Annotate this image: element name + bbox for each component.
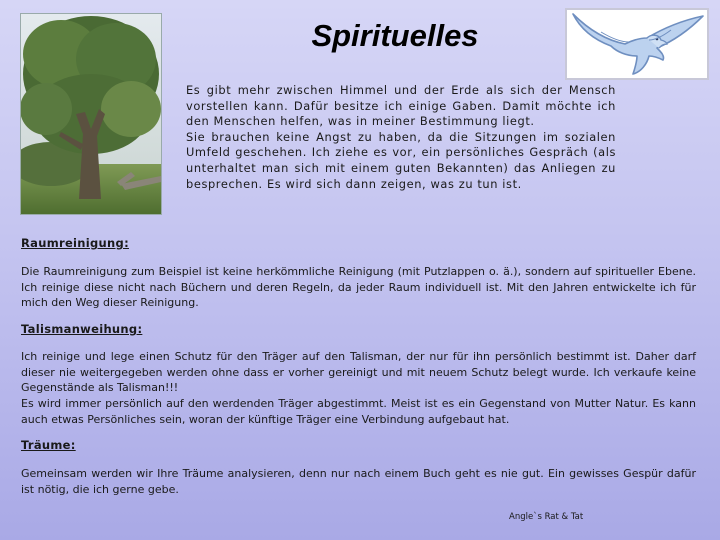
dove-logo <box>565 8 709 80</box>
text-traeume: Gemeinsam werden wir Ihre Träume analysieren, denn nur nach einem Buch geht es nie gut. Ein gewisses Gespür dafür ist nötig, die ich gerne gebe. <box>21 467 696 496</box>
text-raumreinigung: Die Raumreinigung zum Beispiel ist keine herkömmliche Reinigung (mit Putzlappen o. ä.), sondern auf spiritueller Ebene. Ich reinige diese nicht nach Büchern und deren Regeln, da jeder Raum individuell ist. Mit den Jahren entwickelte ich für mich den Weg dieser Reinigung. <box>21 265 696 310</box>
intro-text: Es gibt mehr zwischen Himmel und der Erde als sich der Mensch vorstellen kann. Dafür besitze ich einige Gaben. Damit möchte ich den Menschen helfen, was in meiner Bestimmung liegt. Sie brauchen keine Angst zu haben, da die Sitzungen im sozialen Umfeld geschehen. Ich ziehe es vor, ein persönliches Gespräch (als unterhaltet man sich mit einem guten Bekannten) das Anliegen zu besprechen. Es wird sich dann zeigen, was zu tun ist. <box>186 83 616 191</box>
heading-talismanweihung: Talismanweihung: <box>21 322 143 336</box>
text-talismanweihung: Ich reinige und lege einen Schutz für den Träger auf den Talisman, der nur für ihn persönlich bestimmt ist. Daher darf dieser nie weitergegeben werden ohne dass er vorher gereinigt und mit neuem Schutz belegt wurde. Ich verkaufe keine Gegenstände als Talisman!!! Es wird immer persönlich auf den werdenden Träger abgestimmt. Meist ist es ein Gegenstand von Mutter Natur. Es kann auch etwas Persönliches sein, woran der künftige Träger eine Verbindung aufgebaut hat. <box>21 350 696 426</box>
tree-photo <box>20 13 162 215</box>
dove-icon <box>567 10 707 78</box>
heading-traeume: Träume: <box>21 438 76 452</box>
heading-raumreinigung: Raumreinigung: <box>21 236 129 250</box>
page-title: Spirituelles <box>311 18 479 53</box>
footer-credit: Angle`s Rat & Tat <box>509 512 584 522</box>
